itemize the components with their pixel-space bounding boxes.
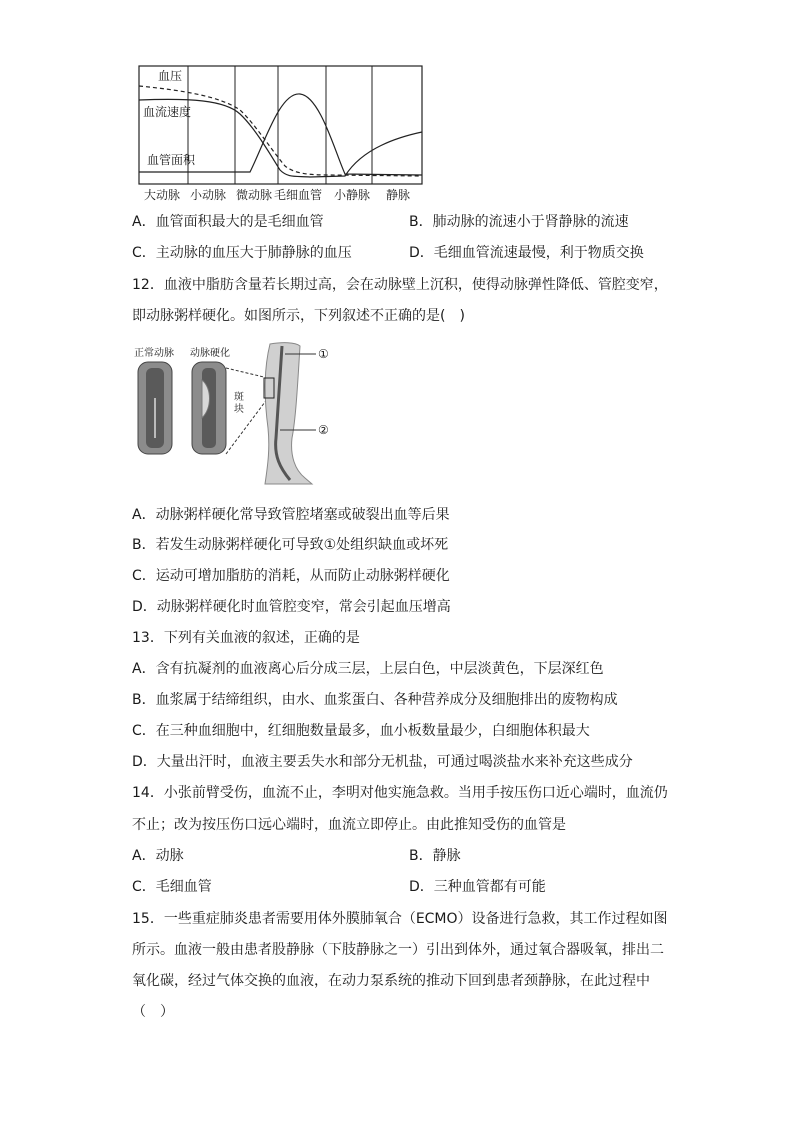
q11-option-a: A．血管面积最大的是毛细血管 bbox=[132, 214, 324, 230]
q13-option-d: D．大量出汗时，血液主要丢失水和部分无机盐，可通过喝淡盐水来补充这些成分 bbox=[132, 754, 633, 770]
q12-option-d: D．动脉粥样硬化时血管腔变窄，常会引起血压增高 bbox=[132, 599, 451, 615]
q15-stem-line-4: （ ） bbox=[132, 1004, 174, 1020]
vessel-label-large-artery: 大动脉 bbox=[144, 188, 181, 202]
q14-option-b: B．静脉 bbox=[409, 848, 461, 864]
normal-artery-label: 正常动脉 bbox=[134, 348, 174, 359]
vessel-label-small-artery: 小动脉 bbox=[190, 188, 227, 202]
vessel-label-capillary: 毛细血管 bbox=[274, 188, 323, 202]
plaque-label-char-1: 斑 bbox=[234, 392, 244, 403]
q12-option-b: B．若发生动脉粥样硬化可导致①处组织缺血或坏死 bbox=[132, 537, 449, 553]
guide-line-top bbox=[226, 368, 268, 378]
marker-1: ① bbox=[318, 347, 329, 361]
q13-option-a: A．含有抗凝剂的血液离心后分成三层，上层白色，中层淡黄色，下层深红色 bbox=[132, 661, 604, 677]
vessel-chart-svg bbox=[130, 62, 430, 204]
q13-stem: 13．下列有关血液的叙述，正确的是 bbox=[132, 630, 360, 646]
q14-option-d: D．三种血管都有可能 bbox=[409, 879, 546, 895]
q12-option-c: C．运动可增加脂肪的消耗，从而防止动脉粥样硬化 bbox=[132, 568, 450, 584]
vessel-label-venule: 小静脉 bbox=[334, 188, 371, 202]
q14-option-c: C．毛细血管 bbox=[132, 879, 212, 895]
curve-label-pressure: 血压 bbox=[158, 69, 183, 83]
q14-stem-line-2: 不止；改为按压伤口远心端时，血流立即停止。由此推知受伤的血管是 bbox=[132, 817, 566, 833]
q13-option-c: C．在三种血细胞中，红细胞数量最多，血小板数量最少，白细胞体积最大 bbox=[132, 723, 590, 739]
q12-stem-line-1: 12．血液中脂肪含量若长期过高，会在动脉壁上沉积，使得动脉弹性降低、管腔变窄， bbox=[132, 277, 668, 293]
hardened-artery-label: 动脉硬化 bbox=[190, 348, 230, 359]
arteriosclerosis-figure bbox=[130, 338, 345, 488]
curve-label-area: 血管面积 bbox=[147, 153, 196, 167]
q15-stem-line-2: 所示。血液一般由患者股静脉（下肢静脉之一）引出到体外，通过氧合器吸氧，排出二 bbox=[132, 942, 664, 958]
q11-option-d: D．毛细血管流速最慢，利于物质交换 bbox=[409, 245, 644, 261]
vessel-label-arteriole: 微动脉 bbox=[236, 188, 273, 202]
plaque-label-char-2: 块 bbox=[234, 404, 244, 415]
q12-stem-line-2: 即动脉粥样硬化。如图所示，下列叙述不正确的是( ) bbox=[132, 308, 465, 324]
guide-line-bottom bbox=[226, 398, 268, 454]
q14-option-a: A．动脉 bbox=[132, 848, 184, 864]
q15-stem-line-1: 15．一些重症肺炎患者需要用体外膜肺氧合（ECMO）设备进行急救，其工作过程如图 bbox=[132, 911, 668, 927]
q11-option-b: B．肺动脉的流速小于肾静脉的流速 bbox=[409, 214, 629, 230]
vessel-label-vein: 静脉 bbox=[386, 188, 411, 202]
q12-option-a: A．动脉粥样硬化常导致管腔堵塞或破裂出血等后果 bbox=[132, 507, 450, 523]
q11-option-c: C．主动脉的血压大于肺静脉的血压 bbox=[132, 245, 352, 261]
marker-2: ② bbox=[318, 423, 329, 437]
q14-stem-line-1: 14．小张前臂受伤，血流不止，李明对他实施急救。当用手按压伤口近心端时，血流仍 bbox=[132, 785, 668, 801]
q15-stem-line-3: 氧化碳，经过气体交换的血液，在动力泵系统的推动下回到患者颈静脉，在此过程中 bbox=[132, 973, 650, 989]
vessel-chart-figure bbox=[130, 62, 430, 204]
curve-label-velocity: 血流速度 bbox=[143, 105, 192, 119]
leg-outline bbox=[265, 343, 312, 484]
q13-option-b: B．血浆属于结缔组织，由水、血浆蛋白、各种营养成分及细胞排出的废物构成 bbox=[132, 692, 618, 708]
